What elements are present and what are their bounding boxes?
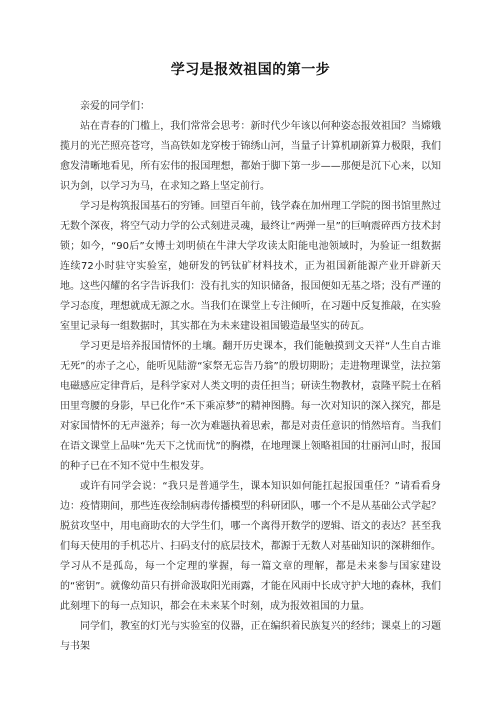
paragraph-5: 同学们，教室的灯光与实验室的仪器，正在编织着民族复兴的经纬；课桌上的习题与书架 — [60, 621, 441, 652]
document-title: 学习是报效祖国的第一步 — [170, 62, 331, 78]
paragraph-3: 学习更是培养报国情怀的土壤。翻开历史课本，我们能触摸到文天祥“人生自古谁无死”的赤子之心，能听见陆游“家祭无忘告乃翁”的殷切期盼；走进物理课堂，法拉第电磁感应定律背后，是科学家对人类文明的责任担当；研读生物教材，袁隆平院士在稻田里弯腰的身影，早已化作“禾下乘凉梦”的精神图腾。每一次对知识的深入探究，都是对家国情怀的无声滋养；每一次为难题执着思索，都是对责任意识的悄然培育。当我们在语文课堂上品味“先天下之忧而忧”的胸襟，在地理课上领略祖国的壮丽河山时，报国的种子已在不知不觉中生根发芽。 — [60, 341, 441, 472]
paragraph-4: 或许有同学会说：“我只是普通学生，课本知识如何能扛起报国重任？”请看看身边：疫情期间，那些连夜绘制病毒传播模型的科研团队，哪一个不是从基础公式学起？脱贫攻坚中，用电商助农的大学生们，哪一个离得开数学的逻辑、语文的表达？甚至我们每天使用的手机芯片、扫码支付的底层技术，都源于无数人对基础知识的深耕细作。学习从不是孤岛，每一个定理的掌握，每一篇文章的理解，都是未来参与国家建设的“密钥”。就像幼苗只有拼命汲取阳光雨露，才能在风雨中长成守护大地的森林，我们此刻埋下的每一点知识，都会在未来某个时刻，成为报效祖国的力量。 — [60, 481, 441, 612]
paragraph-1: 站在青春的门槛上，我们常常会思考：新时代少年该以何种姿态报效祖国？当嫦娥揽月的光芒照亮苍穹，当高铁如龙穿梭于锦绣山河，当量子计算机刷新算力极限，我们愈发清晰地看见，所有宏伟的报国理想，都始于脚下第一步——那便是沉下心来，以知识为剑，以学习为马，在求知之路上坚定前行。 — [60, 121, 441, 192]
salutation: 亲爱的同学们： — [80, 101, 150, 112]
paragraph-2: 学习是构筑报国基石的穷锤。回望百年前，钱学森在加州理工学院的图书馆里熬过无数个深夜，将空气动力学的公式刻进灵魂，最终让“两弹一星”的巨响震碎西方技术封锁；如今，“90后”女博士刘明侦在牛津大学攻读太阳能电池领域时，为验证一组数据连续72小时驻守实验室，她研发的钙钛矿材料技术，正为祖国新能源产业开辟新天地。这些闪耀的名字告诉我们：没有扎实的知识储备，报国便如无基之塔；没有严谨的学习态度，理想就成无源之水。当我们在课堂上专注倾听，在习题中反复推敲，在实验室里记录每一组数据时，其实都在为未来建设祖国锻造最坚实的砖瓦。 — [60, 201, 441, 332]
